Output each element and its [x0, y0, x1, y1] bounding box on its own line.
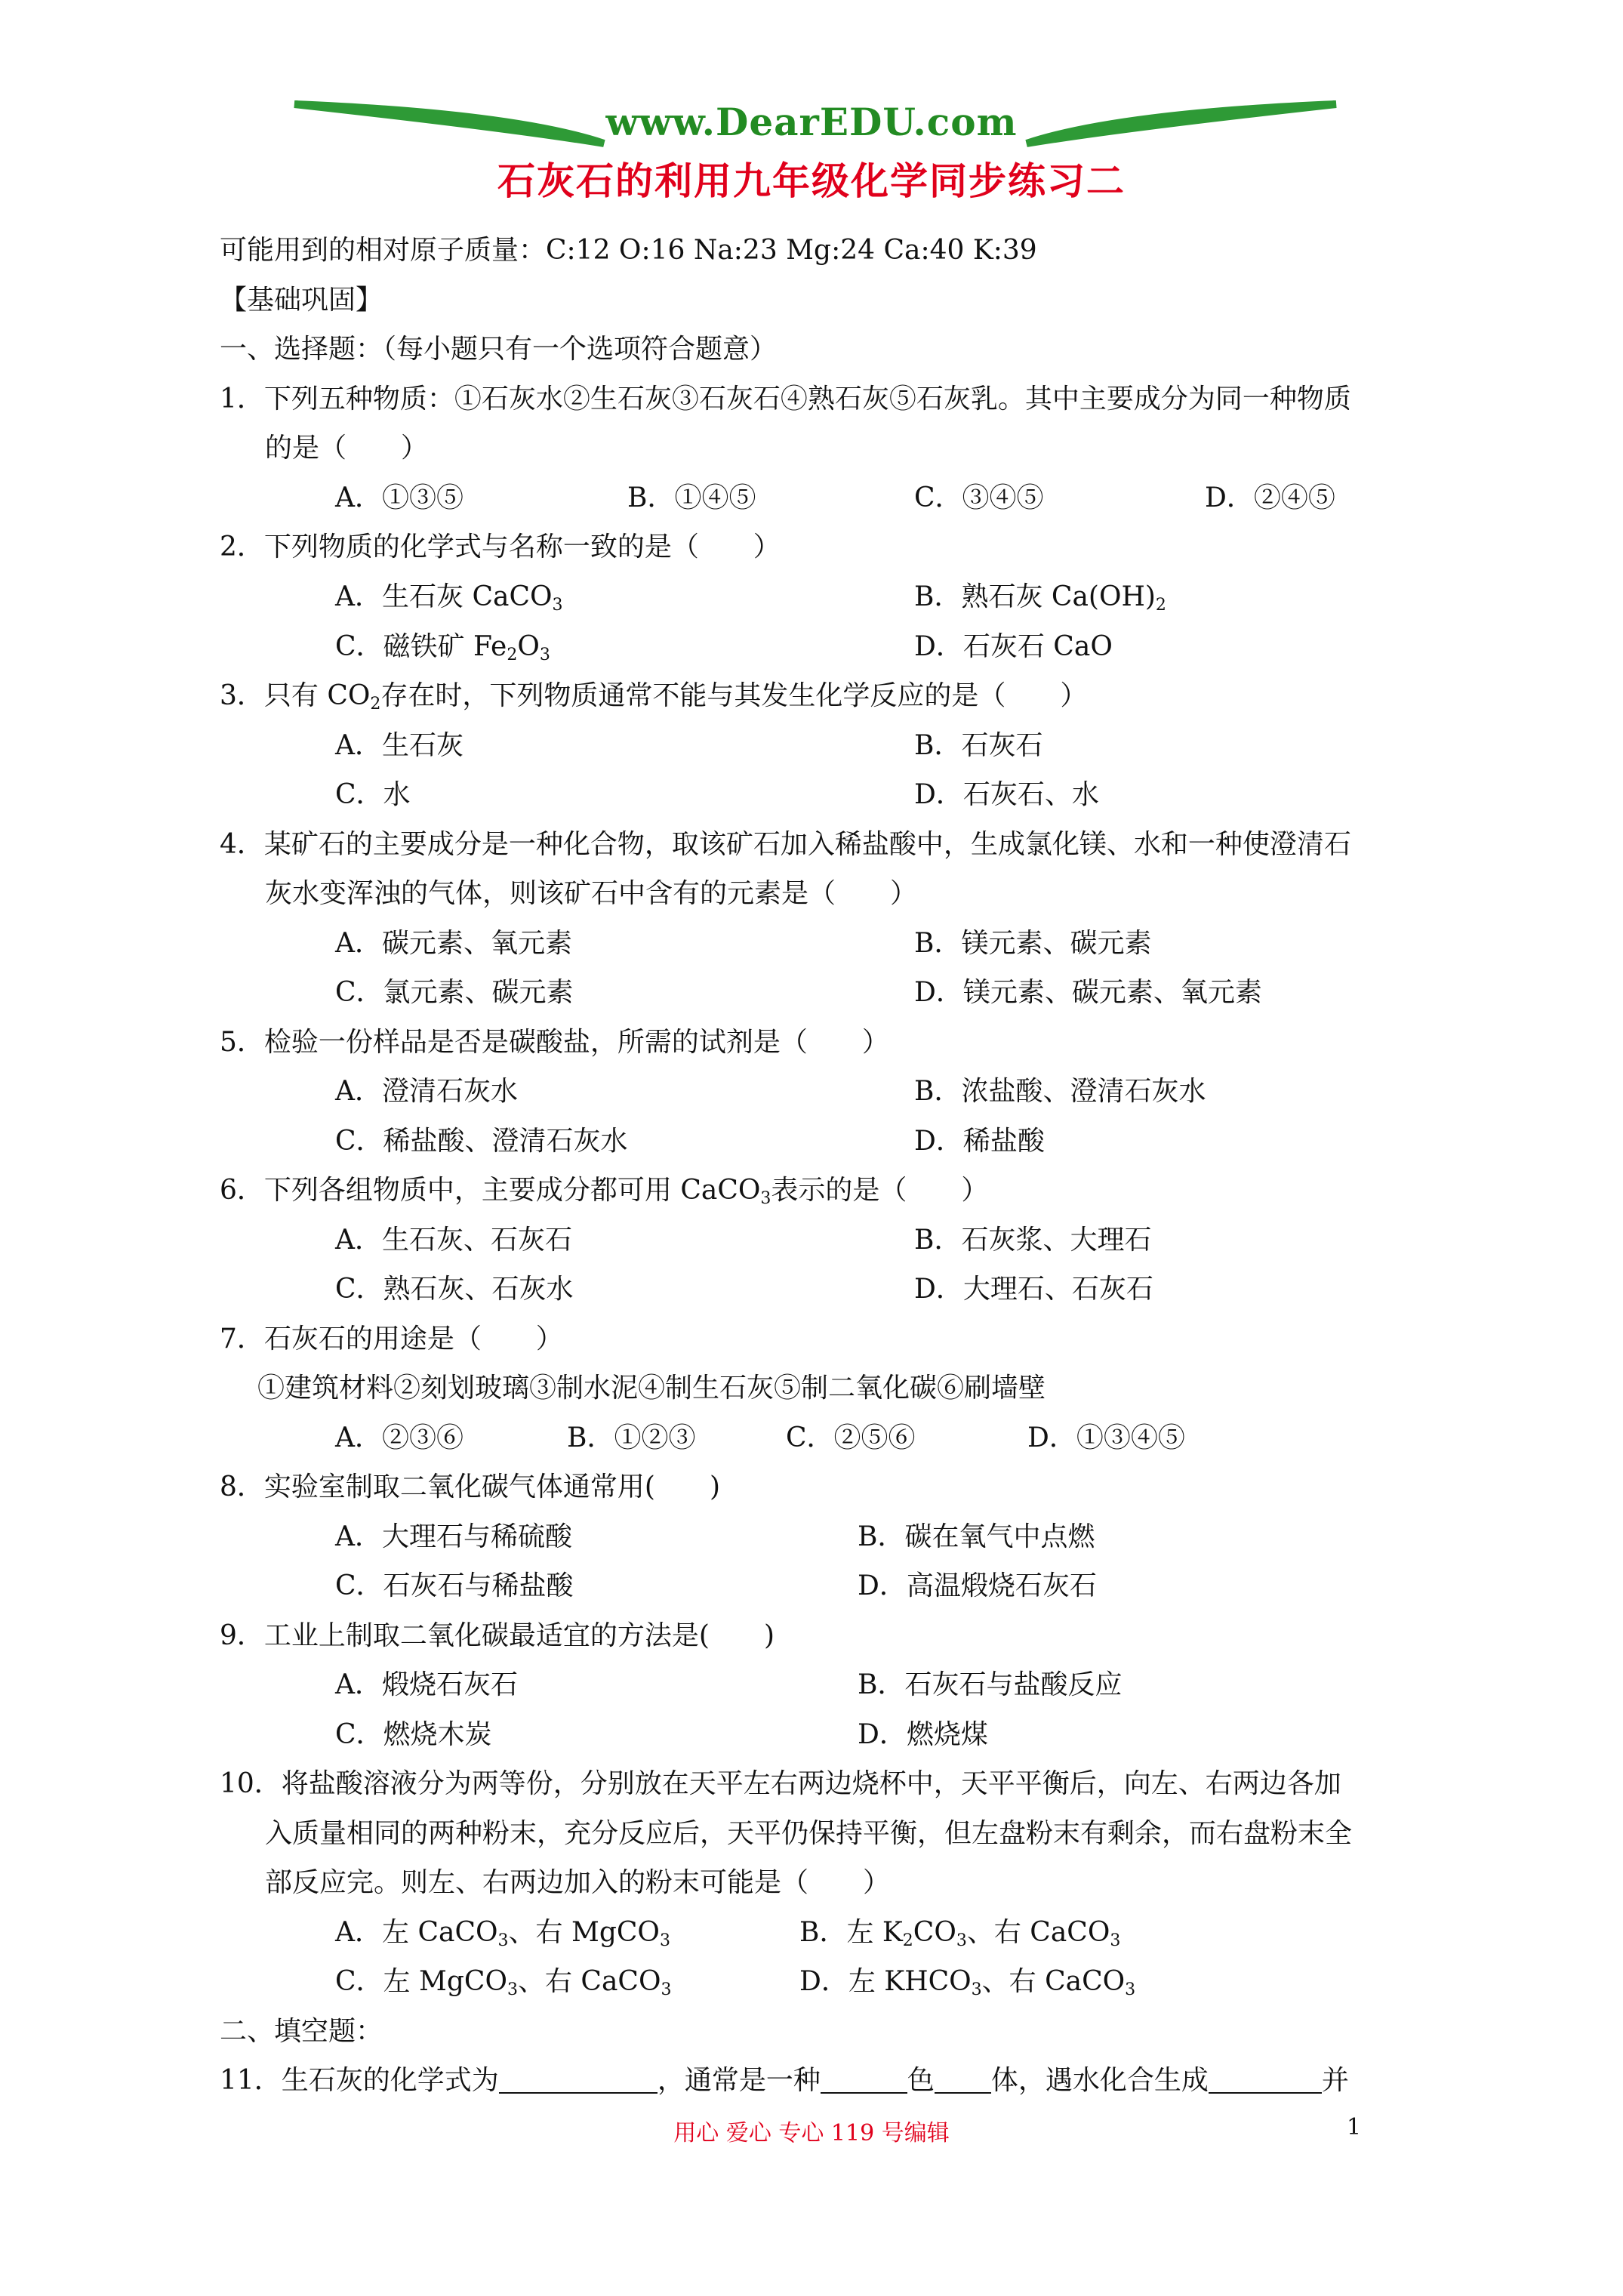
q9-option-b: B．石灰石与盐酸反应	[858, 1669, 1123, 1700]
atomic-masses: 可能用到的相对原子质量：C:12 O:16 Na:23 Mg:24 Ca:40 K:39	[220, 235, 1037, 266]
q2-option-d: D．石灰石 CaO	[914, 631, 1113, 662]
q2-option-a: A．生石灰 CaCO$_3$	[335, 581, 563, 615]
q7-option-a: A．②③⑥	[335, 1422, 463, 1453]
q4-stem-cont: 灰水变浑浊的气体，则该矿石中含有的元素是（ ）	[265, 878, 918, 909]
part2-heading: 二、填空题：	[220, 2016, 383, 2047]
q4-option-a: A．碳元素、氧元素	[335, 928, 572, 959]
q3-option-d: D．石灰石、水	[914, 779, 1099, 810]
q2-stem: 2．下列物质的化学式与名称一致的是（ ）	[220, 532, 781, 562]
q1-stem: 1．下列五种物质：①石灰水②生石灰③石灰石④熟石灰⑤石灰乳。其中主要成分为同一种物质	[220, 384, 1351, 415]
page-number: 1	[1347, 2114, 1362, 2140]
q8-option-a: A．大理石与稀硫酸	[335, 1521, 572, 1552]
q3-option-b: B．石灰石	[914, 730, 1043, 761]
q9-option-a: A．煅烧石灰石	[335, 1669, 518, 1700]
section-basic: 【基础巩固】	[220, 285, 383, 316]
q7-option-b: B．①②③	[567, 1422, 696, 1453]
page-title: 石灰石的利用九年级化学同步练习二	[497, 159, 1126, 203]
q6-option-c: C．熟石灰、石灰水	[335, 1274, 574, 1305]
q5-stem: 5．检验一份样品是否是碳酸盐，所需的试剂是（ ）	[220, 1027, 889, 1058]
q8-option-b: B．碳在氧气中点燃	[858, 1521, 1095, 1552]
q2-option-c: C．磁铁矿 $Fe_2O_3$	[335, 631, 550, 664]
q6-option-d: D．大理石、石灰石	[914, 1274, 1153, 1305]
q8-option-c: C．石灰石与稀盐酸	[335, 1570, 574, 1601]
q11-blank-product[interactable]	[1209, 2065, 1322, 2094]
q8-stem: 8．实验室制取二氧化碳气体通常用( )	[220, 1472, 720, 1502]
q7-option-c: C．②⑤⑥	[786, 1422, 916, 1453]
q1-option-b: B．①④⑤	[627, 482, 756, 513]
q10-option-c: C．左 MgCO$_3$、右 CaCO$_3$	[335, 1966, 672, 1999]
part1-heading: 一、选择题：（每小题只有一个选项符合题意）	[220, 334, 778, 365]
q5-option-d: D．稀盐酸	[914, 1126, 1045, 1157]
q6-stem: 6．下列各组物质中，主要成分都可用 CaCO$_3$表示的是（ ）	[220, 1175, 989, 1208]
q3-stem: 3．只有 $CO_2$存在时，下列物质通常不能与其发生化学反应的是（ ）	[220, 680, 1088, 713]
q4-option-c: C．氯元素、碳元素	[335, 977, 574, 1008]
q6-option-b: B．石灰浆、大理石	[914, 1225, 1152, 1256]
q1-stem-cont: 的是（ ）	[265, 433, 429, 464]
q7-option-d: D．①③④⑤	[1027, 1422, 1185, 1453]
page-footer: 用心 爱心 专心 119 号编辑	[673, 2120, 950, 2147]
q9-option-d: D．燃烧煤	[858, 1719, 988, 1750]
q10-stem-cont1: 入质量相同的两种粉末，充分反应后，天平仍保持平衡，但左盘粉末有剩余，而右盘粉末全	[265, 1818, 1353, 1849]
q6-option-a: A．生石灰、石灰石	[335, 1225, 572, 1256]
q5-option-b: B．浓盐酸、澄清石灰水	[914, 1076, 1206, 1107]
q1-option-a: A．①③⑤	[335, 482, 463, 513]
q10-option-d: D．左 $KHCO_3$、右 CaCO$_3$	[799, 1966, 1136, 1999]
q11-blank-color[interactable]	[821, 2065, 907, 2094]
q3-option-a: A．生石灰	[335, 730, 463, 761]
q7-uses: ①建筑材料②刻划玻璃③制水泥④制生石灰⑤制二氧化碳⑥刷墙壁	[257, 1373, 1046, 1404]
q2-option-b: B．熟石灰 $Ca(OH)_2$	[914, 581, 1166, 615]
q9-option-c: C．燃烧木炭	[335, 1719, 492, 1750]
q4-option-d: D．镁元素、碳元素、氧元素	[914, 977, 1262, 1008]
q1-option-d: D．②④⑤	[1205, 482, 1335, 513]
q1-option-c: C．③④⑤	[914, 482, 1044, 513]
q4-stem: 4．某矿石的主要成分是一种化合物，取该矿石加入稀盐酸中，生成氯化镁、水和一种使澄清石	[220, 829, 1351, 860]
q5-option-a: A．澄清石灰水	[335, 1076, 518, 1107]
site-url: www.DearEDU.com	[605, 100, 1018, 144]
q3-option-c: C．水	[335, 779, 411, 810]
q10-stem: 10．将盐酸溶液分为两等份，分别放在天平左右两边烧杯中，天平平衡后，向左、右两边各加	[220, 1768, 1341, 1799]
q10-stem-cont2: 部反应完。则左、右两边加入的粉末可能是（ ）	[265, 1867, 891, 1898]
q11-blank-state[interactable]	[935, 2065, 991, 2094]
q11-stem: 11．生石灰的化学式为 ，通常是一种 色 体，遇水化合生成 并	[220, 2065, 1349, 2096]
q8-option-d: D．高温煅烧石灰石	[858, 1570, 1097, 1601]
q9-stem: 9．工业上制取二氧化碳最适宜的方法是( )	[220, 1620, 775, 1651]
q10-option-b: B．左 $K_2CO_3$、右 CaCO$_3$	[799, 1917, 1121, 1950]
q4-option-b: B．镁元素、碳元素	[914, 928, 1152, 959]
q10-option-a: A．左 CaCO$_3$、右 MgCO$_3$	[335, 1917, 670, 1950]
q7-stem: 7．石灰石的用途是（ ）	[220, 1324, 563, 1354]
q5-option-c: C．稀盐酸、澄清石灰水	[335, 1126, 628, 1157]
q11-blank-formula[interactable]	[499, 2065, 658, 2094]
